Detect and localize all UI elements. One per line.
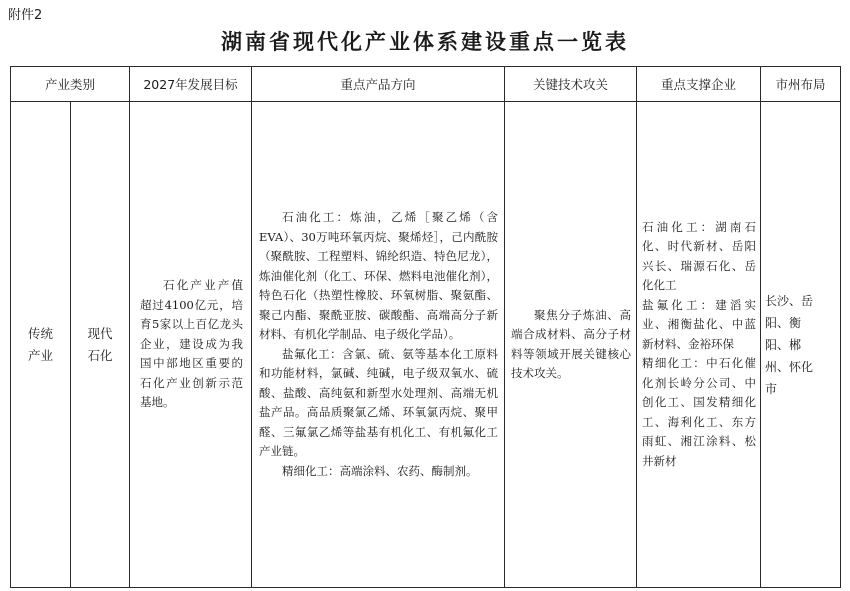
header-goal: 2027年发展目标 — [130, 67, 252, 102]
header-enterprises: 重点支撑企业 — [637, 67, 761, 102]
table-header-row — [11, 67, 841, 102]
product-petrochem: 石油化工：炼油，乙烯［聚乙烯（含EVA）、30万吨环氧丙烷、聚烯烃］，己内酰胺（聚酰胺、工程塑料、锦纶织造、特色尼龙），炼油催化剂（化工、环保、燃料电池催化剂），特色石化（热塑性橡胶、环氧树脂、聚氨酯、聚己内酯、聚酰亚胺、碳酸酯、高端高分子新材料、有机化学制品、电子级化学品）。 — [259, 210, 499, 341]
industry-table — [10, 66, 841, 588]
cell-category-sub: 现代石化 — [71, 102, 130, 588]
page-title: 湖南省现代化产业体系建设重点一览表 — [221, 29, 629, 54]
cell-enterprises — [637, 102, 761, 588]
cell-goal: 石化产业产值超过4100亿元，培育5家以上百亿龙头企业，建设成为我国中部地区重要的石化产业创新示范基地。 — [130, 102, 252, 588]
header-category: 产业类别 — [11, 67, 130, 102]
enterprise-salt-fluorine: 盐氟化工：建滔实业、湘衡盐化、中蓝新材料、金裕环保 — [642, 297, 757, 351]
attachment-label: 附件2 — [8, 8, 43, 23]
enterprise-petrochem: 石油化工：湖南石化、时代新材、岳阳兴长、瑞源石化、岳化化工 — [642, 219, 757, 293]
header-cities: 市州布局 — [761, 67, 841, 102]
cell-products — [252, 102, 505, 588]
cell-tech: 聚焦分子炼油、高端合成材料、高分子材料等领域开展关键核心技术攻关。 — [505, 102, 637, 588]
product-fine-chem: 精细化工：高端涂料、农药、酶制剂。 — [282, 463, 478, 478]
product-salt-fluorine: 盐氟化工：含氯、硫、氨等基本化工原料和功能材料，氯碱、纯碱，电子级双氧水、硫酸、盐酸、高纯氨和新型水处理剂、高端无机盐产品。高品质聚氯乙烯、环氧氯丙烷、聚甲醛、三氟氯乙烯等盐基有机化工、有机氟化工产业链。 — [259, 346, 499, 458]
cell-cities: 长沙、岳阳、衡阳、郴州、怀化市 — [761, 102, 841, 588]
cell-category-main: 传统产业 — [11, 102, 71, 588]
enterprise-fine-chem: 精细化工：中石化催化剂长岭分公司、中创化工、国发精细化工、海利化工、东方雨虹、湘江涂料、松井新材 — [642, 356, 757, 468]
table-row — [11, 102, 841, 588]
header-products: 重点产品方向 — [252, 67, 505, 102]
header-tech: 关键技术攻关 — [505, 67, 637, 102]
